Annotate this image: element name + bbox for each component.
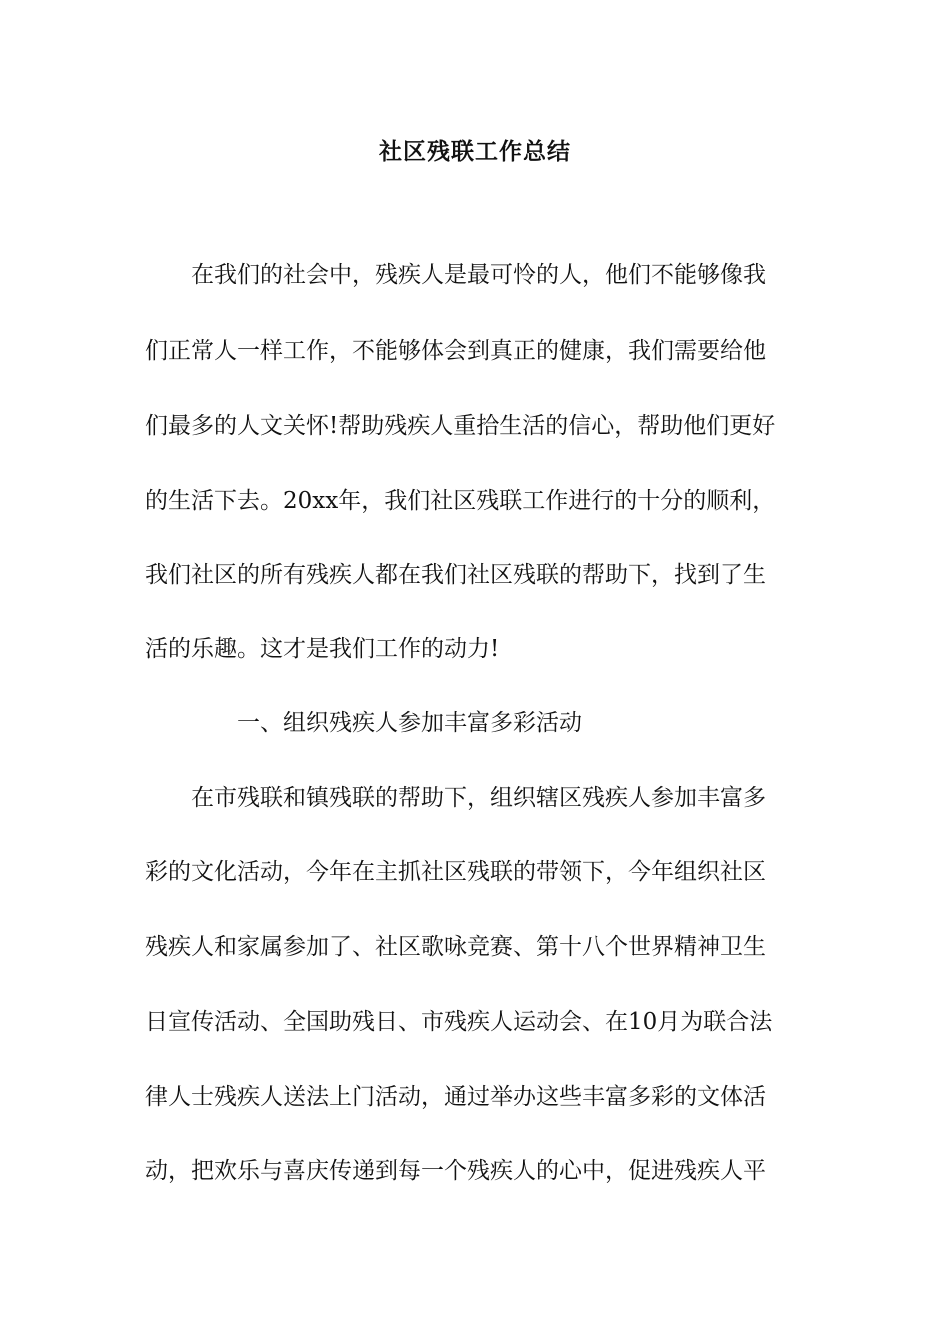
paragraph-line: 残疾人和家属参加了、社区歌咏竞赛、第十八个世界精神卫生 (145, 934, 766, 960)
document-title: 社区残联工作总结 (379, 138, 571, 165)
paragraph-line: 活的乐趣。这才是我们工作的动力! (145, 636, 500, 662)
paragraph-line: 动，把欢乐与喜庆传递到每一个残疾人的心中，促进残疾人平 (145, 1158, 766, 1184)
paragraph-line: 律人士残疾人送法上门活动，通过举办这些丰富多彩的文体活 (145, 1084, 766, 1110)
paragraph-line: 的生活下去。20xx年，我们社区残联工作进行的十分的顺利， (145, 488, 776, 514)
paragraph-line: 们最多的人文关怀!帮助残疾人重拾生活的信心，帮助他们更好 (145, 413, 776, 439)
paragraph-line: 我们社区的所有残疾人都在我们社区残联的帮助下，找到了生 (145, 562, 766, 588)
section-heading: 一、组织残疾人参加丰富多彩活动 (145, 710, 582, 736)
paragraph-line: 在市残联和镇残联的帮助下，组织辖区残疾人参加丰富多 (145, 785, 766, 811)
paragraph-line: 日宣传活动、全国助残日、市残疾人运动会、在10月为联合法 (145, 1009, 773, 1035)
paragraph-line: 在我们的社会中，残疾人是最可怜的人，他们不能够像我 (145, 262, 766, 288)
paragraph-line: 彩的文化活动，今年在主抓社区残联的带领下，今年组织社区 (145, 859, 766, 885)
paragraph-line: 们正常人一样工作，不能够体会到真正的健康，我们需要给他 (145, 338, 766, 364)
